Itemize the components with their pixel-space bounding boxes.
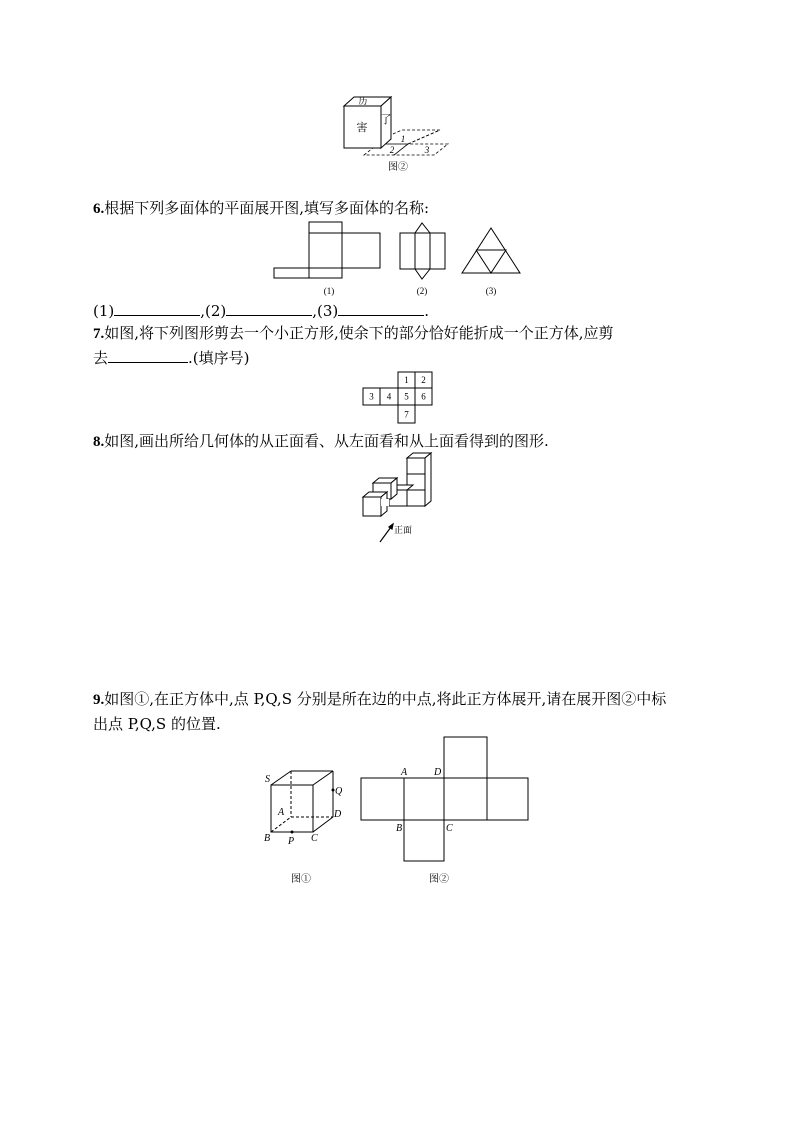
net-label-D: D [434, 767, 442, 778]
label-S: S [265, 774, 270, 785]
figure-caption-2: 图② [429, 874, 449, 885]
cell-6: 6 [421, 391, 426, 402]
question-text-line1: 如图①,在正方体中,点 P,Q,S 分别是所在边的中点,将此正方体展开,请在展开图②中标 [104, 690, 667, 708]
label-B: B [264, 833, 271, 844]
question-7 [93, 322, 614, 345]
cell-5: 5 [404, 391, 409, 402]
question-number: 6. [93, 201, 105, 217]
cell-7: 7 [404, 409, 409, 420]
cube-front-char: 害 [356, 122, 368, 134]
question-text-line2: 出点 P,Q,S 的位置. [93, 715, 221, 733]
cube-top-char: 历 [358, 96, 368, 106]
cube-side-char: 了 [380, 114, 392, 126]
label-C: C [311, 833, 318, 844]
figure-caption-1: 图① [291, 874, 311, 885]
answer-blank-2[interactable] [226, 301, 312, 316]
question-text: 如图,画出所给几何体的从正面看、从左面看和从上面看得到的图形. [104, 432, 549, 450]
q6-nets-figure [270, 222, 530, 300]
question-number: 9. [93, 692, 105, 708]
cell-2: 2 [421, 375, 426, 385]
figure-caption: 图② [388, 162, 408, 173]
answer-prefix-1: (1) [93, 302, 115, 320]
net-number-3: 3 [424, 145, 430, 155]
label-A: A [278, 807, 285, 818]
question-text-line1: 如图,将下列图形剪去一个小正方形,使余下的部分恰好能折成一个正方体,应剪 [104, 324, 614, 342]
net-label-A: A [401, 767, 408, 778]
net-label-B: B [396, 823, 403, 834]
q8-cube-stack-figure [360, 450, 450, 545]
answer-prefix-2: ,(2) [200, 302, 227, 320]
net-label-2: (2) [416, 286, 428, 296]
question-number: 8. [93, 434, 105, 450]
front-view-label: 正面 [394, 525, 413, 535]
cell-4: 4 [386, 391, 392, 402]
label-P: P [288, 836, 295, 847]
answer-blank[interactable] [108, 348, 188, 363]
question-text-prefix: 去 [93, 349, 109, 367]
cell-3: 3 [369, 391, 374, 402]
net-number-2: 2 [389, 145, 395, 155]
q7-grid-figure [362, 371, 434, 425]
answer-end: . [424, 302, 430, 320]
question-text-suffix: .(填序号) [188, 349, 250, 367]
question-6-answers [93, 300, 429, 322]
cell-1: 1 [404, 375, 409, 385]
net-number-1: 1 [400, 134, 406, 144]
question-text: 根据下列多面体的平面展开图,填写多面体的名称: [104, 199, 430, 217]
point-P-dot [291, 831, 294, 834]
net-label-3: (3) [485, 286, 497, 296]
question-number: 7. [93, 326, 105, 342]
question-9 [93, 688, 666, 711]
q9-net-figure [355, 733, 535, 893]
label-D: D [334, 809, 342, 820]
net-label-C: C [446, 823, 453, 834]
answer-blank-3[interactable] [338, 301, 424, 316]
label-Q: Q [335, 786, 343, 797]
q9-cube-figure [262, 765, 352, 890]
question-8 [93, 430, 549, 453]
figure-cube-with-net [330, 92, 470, 172]
answer-blank-1[interactable] [114, 301, 200, 316]
answer-prefix-3: ,(3) [312, 302, 339, 320]
question-9-line2 [93, 713, 221, 735]
question-7-line2 [93, 347, 250, 369]
net-label-1: (1) [323, 286, 335, 296]
question-6 [93, 197, 429, 220]
